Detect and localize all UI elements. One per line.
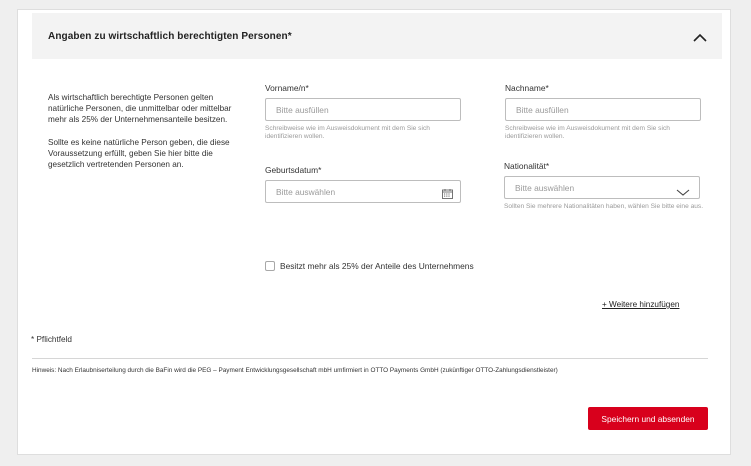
add-more-link[interactable]: + Weitere hinzufügen [602,300,680,309]
last-name-hint: Schreibweise wie im Ausweisdokument mit dem Sie sich identifizieren wollen. [505,125,670,141]
submit-button[interactable]: Speichern und absenden [588,407,708,430]
section-title: Angaben zu wirtschaftlich berechtigten Personen* [48,31,292,42]
section-header[interactable] [32,13,722,59]
nationality-selected-value: Bitte auswählen [515,183,575,193]
first-name-hint: Schreibweise wie im Ausweisdokument mit dem Sie sich identifizieren wollen. [265,125,430,141]
ownership-checkbox[interactable] [265,261,275,271]
nationality-label: Nationalität* [504,161,550,171]
birth-date-label: Geburtsdatum* [265,165,322,175]
nationality-hint: Sollten Sie mehrere Nationalitäten haben, wählen Sie bitte eine aus. [504,203,704,210]
ownership-checkbox-row [265,261,474,271]
chevron-up-icon[interactable] [692,32,708,44]
birth-date-wrapper [265,180,461,203]
first-name-field-group [265,83,465,142]
birth-date-field-group [265,165,461,203]
last-name-input[interactable] [505,98,701,121]
calendar-icon[interactable] [442,186,453,196]
form-page [17,9,731,455]
intro-text [48,92,238,181]
ownership-checkbox-label[interactable]: Besitzt mehr als 25% der Anteile des Unternehmens [280,261,474,271]
required-note: * Pflichtfeld [31,335,72,344]
last-name-label: Nachname* [505,83,549,93]
intro-paragraph-1: Als wirtschaftlich berechtigte Personen gelten natürliche Personen, die unmittelbar oder mittelbar mehr als 25% der Unternehmensanteile besitzen. [48,93,232,125]
first-name-label: Vorname/n* [265,83,309,93]
last-name-field-group [505,83,705,142]
first-name-input[interactable] [265,98,461,121]
intro-paragraph-2: Sollte es keine natürliche Person geben, die diese Voraussetzung erfüllt, geben Sie hier bitte die gesetzlich vertretenden Personen an. [48,137,230,170]
chevron-down-icon [676,184,690,202]
birth-date-input[interactable] [265,180,461,203]
legal-notice: Hinweis: Nach Erlaubniserteilung durch die BaFin wird die PEG – Payment Entwicklungsgesellschaft mbH umfirmiert in OTTO Payments GmbH (zukünftiger OTTO-Zahlungsdienstleister) [32,367,558,374]
divider [32,358,708,359]
nationality-select[interactable] [504,176,700,199]
nationality-field-group [504,161,704,211]
